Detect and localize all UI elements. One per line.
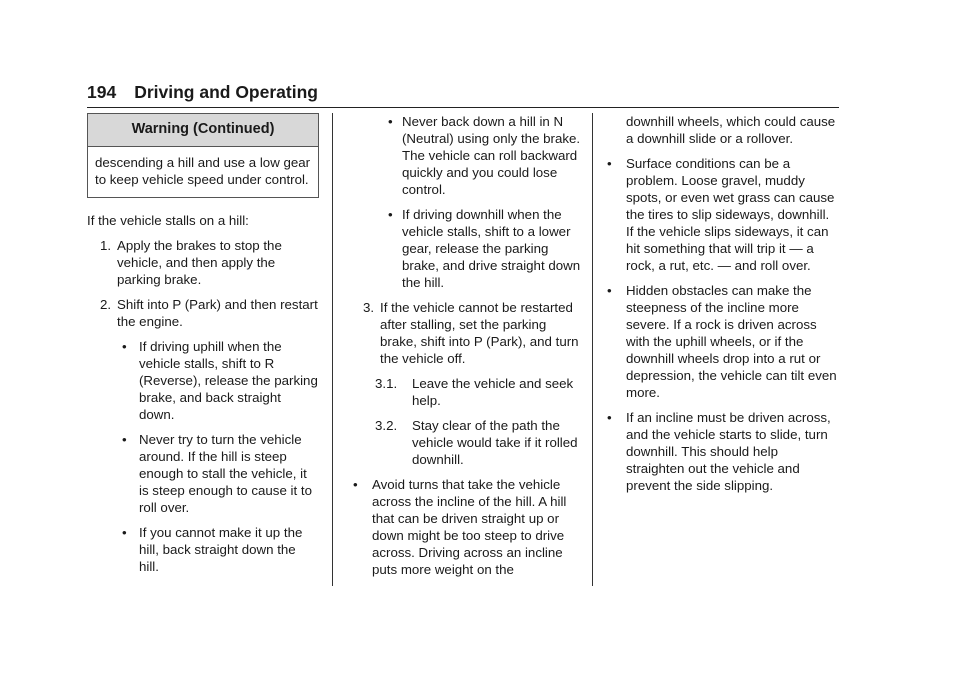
bullet-text: Never try to turn the vehicle around. If the hill is steep enough to stall the vehicle, it is steep enough to cause it to roll over. bbox=[139, 432, 312, 515]
bullet-text: Avoid turns that take the vehicle across the incline of the hill. A hill that can be driven straight up or down might be too steep to drive across. Driving across an incline puts more weight on the bbox=[372, 477, 567, 577]
bullet-icon: • bbox=[353, 477, 358, 492]
warning-box bbox=[87, 113, 319, 198]
warning-title: Warning (Continued) bbox=[88, 114, 318, 147]
bullet-icon: • bbox=[122, 525, 127, 540]
bullet-icon: • bbox=[388, 114, 393, 129]
bullet-item bbox=[604, 155, 840, 274]
continuation-body: downhill wheels, which could cause a downhill slide or a rollover. bbox=[626, 114, 836, 146]
bullet-item bbox=[350, 113, 582, 198]
bullet-text: If an incline must be driven across, and the vehicle starts to slide, turn downhill. This should help straighten out the vehicle and prevent the side slipping. bbox=[626, 410, 831, 493]
bullet-item bbox=[87, 524, 319, 575]
substep-marker: 3.1. bbox=[375, 376, 398, 391]
bullet-item bbox=[604, 409, 840, 494]
bullet-text: If you cannot make it up the hill, back straight down the hill. bbox=[139, 525, 303, 574]
column-1 bbox=[87, 113, 319, 583]
bullet-icon: • bbox=[122, 339, 127, 354]
bullet-icon: • bbox=[607, 156, 612, 171]
bullet-icon: • bbox=[388, 207, 393, 222]
bullet-text: If driving downhill when the vehicle stalls, shift to a lower gear, release the parking brake, and drive straight down the hill. bbox=[402, 207, 581, 290]
step-text: If the vehicle cannot be restarted after stalling, set the parking brake, shift into P (Park), and turn the vehicle off. bbox=[380, 300, 579, 366]
stall-intro: If the vehicle stalls on a hill: bbox=[87, 213, 249, 228]
bullet-text: Never back down a hill in N (Neutral) using only the brake. The vehicle can roll backward quickly and you could lose control. bbox=[402, 114, 581, 197]
step-2 bbox=[87, 296, 319, 330]
column-divider bbox=[332, 113, 333, 586]
bullet-item bbox=[350, 206, 582, 291]
page-header bbox=[87, 82, 839, 108]
step-marker: 1. bbox=[100, 238, 112, 253]
column-2 bbox=[350, 113, 582, 586]
substep-3-1 bbox=[350, 375, 582, 409]
bullet-icon: • bbox=[122, 432, 127, 447]
step-marker: 2. bbox=[100, 297, 112, 312]
bullet-icon: • bbox=[607, 410, 612, 425]
bullet-item bbox=[87, 431, 319, 516]
bullet-item bbox=[350, 476, 582, 578]
step-3 bbox=[350, 299, 582, 367]
bullet-text: Hidden obstacles can make the steepness of the incline more severe. If a rock is driven across with the uphill wheels, or if the downhill wheels drop into a rut or depression, the vehicle can tilt even more. bbox=[626, 283, 837, 400]
step-1 bbox=[87, 237, 319, 288]
bullet-text: If driving uphill when the vehicle stalls, shift to R (Reverse), release the parking brake, and back straight down. bbox=[139, 339, 318, 422]
substep-text: Stay clear of the path the vehicle would take if it rolled downhill. bbox=[412, 418, 578, 467]
column-3 bbox=[604, 113, 840, 502]
page-number: 194 bbox=[87, 82, 117, 102]
step-text: Shift into P (Park) and then restart the engine. bbox=[117, 297, 318, 329]
bullet-item bbox=[87, 338, 319, 423]
substep-text: Leave the vehicle and seek help. bbox=[412, 376, 574, 408]
continuation-text bbox=[604, 113, 840, 147]
warning-text: descending a hill and use a low gear to keep vehicle speed under control. bbox=[95, 155, 311, 187]
bullet-text: Surface conditions can be a problem. Loose gravel, muddy spots, or even wet grass can cause the tires to slip sideways, downhill. If the vehicle slips sideways, it can hit something that will trip it — a rock, a rut, etc. — and roll over. bbox=[626, 156, 835, 273]
substep-3-2 bbox=[350, 417, 582, 468]
section-title: Driving and Operating bbox=[134, 82, 318, 102]
substep-marker: 3.2. bbox=[375, 418, 398, 433]
column-divider bbox=[592, 113, 593, 586]
bullet-icon: • bbox=[607, 283, 612, 298]
step-marker: 3. bbox=[363, 300, 375, 315]
step-text: Apply the brakes to stop the vehicle, and then apply the parking brake. bbox=[117, 238, 282, 287]
bullet-item bbox=[604, 282, 840, 401]
